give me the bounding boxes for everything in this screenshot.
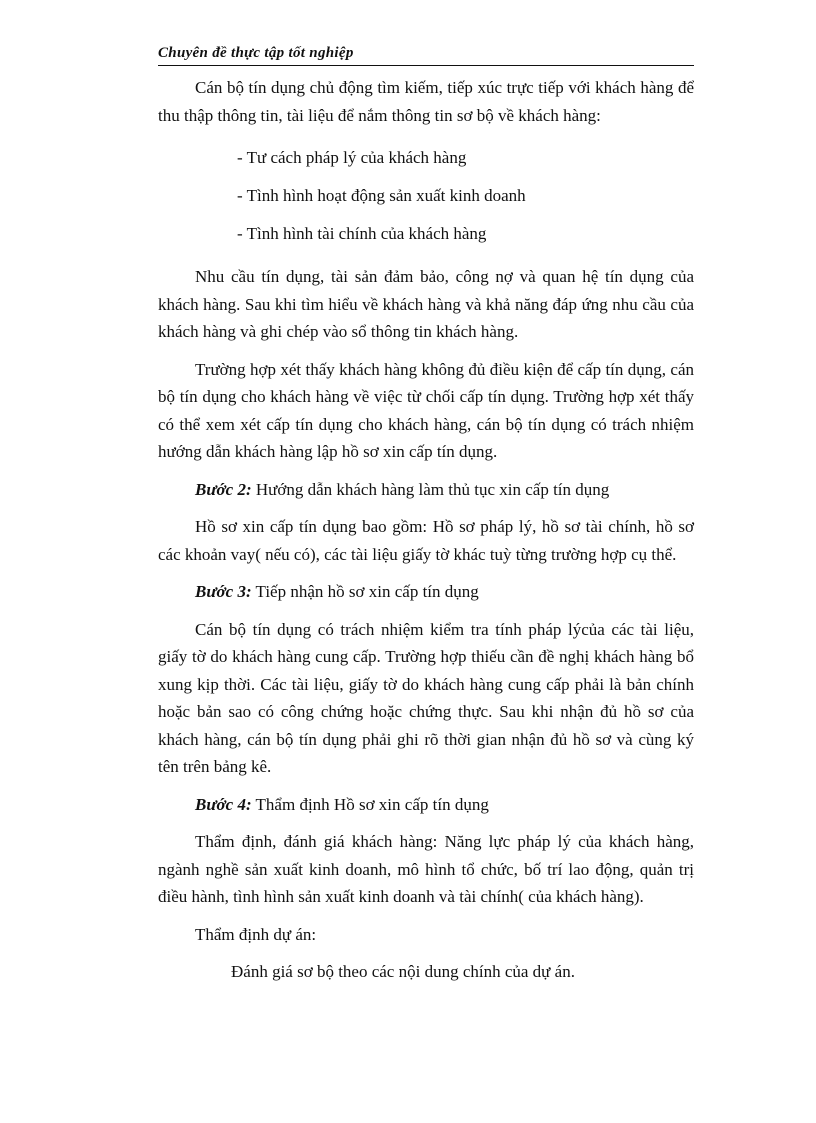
list-item: - Tình hình hoạt động sản xuất kinh doanh xyxy=(237,186,526,205)
header-rule xyxy=(158,65,694,66)
paragraph-eligibility: Trường hợp xét thấy khách hàng không đủ điều kiện để cấp tín dụng, cán bộ tín dụng cho khách hàng về việc từ chối cấp tín dụng. Trường hợp xét thấy có thể xem xét cấp tín dụng cho khách hàng, cán bộ tín dụng có trách nhiệm hướng dẫn khách hàng lập hồ sơ xin cấp tín dụng. xyxy=(158,359,694,461)
step-3-heading xyxy=(158,578,694,606)
list-item: - Tư cách pháp lý của khách hàng xyxy=(237,148,467,167)
step-3-label: Bước 3: xyxy=(195,582,252,601)
paragraph-preliminary-assessment: Đánh giá sơ bộ theo các nội dung chính của dự án. xyxy=(231,962,575,981)
paragraph-intro: Cán bộ tín dụng chủ động tìm kiếm, tiếp xúc trực tiếp với khách hàng để thu thập thông tin, tài liệu để nắm thông tin sơ bộ về khách hàng: xyxy=(158,78,694,125)
step-4-heading xyxy=(158,791,694,819)
step-2-heading xyxy=(158,476,694,504)
step-3-text: Tiếp nhận hồ sơ xin cấp tín dụng xyxy=(251,582,479,601)
paragraph-appraisal: Thẩm định, đánh giá khách hàng: Năng lực pháp lý của khách hàng, ngành nghề sản xuất kinh doanh, mô hình tổ chức, bố trí lao động, quản trị điều hành, tình hình sản xuất kinh doanh và tài chính( của khách hàng). xyxy=(158,832,694,906)
page-header-title: Chuyên đề thực tập tốt nghiệp xyxy=(158,45,354,61)
step-2-text: Hướng dẫn khách hàng làm thủ tục xin cấp tín dụng xyxy=(251,479,610,499)
paragraph-receive-dossier: Cán bộ tín dụng có trách nhiệm kiểm tra tính pháp lýcủa các tài liệu, giấy tờ do khách hàng cung cấp. Trường hợp thiếu cần đề nghị khách hàng bổ xung kịp thời. Các tài liệu, giấy tờ do khách hàng cung cấp phải là bản chính hoặc bản sao có công chứng hoặc chứng thực. Sau khi nhận đủ hồ sơ của khách hàng, cán bộ tín dụng phải ghi rõ thời gian nhận đủ hồ sơ và cùng ký tên trên bảng kê. xyxy=(158,619,694,776)
paragraph-credit-needs: Nhu cầu tín dụng, tài sản đảm bảo, công nợ và quan hệ tín dụng của khách hàng. Sau khi tìm hiểu về khách hàng và khả năng đáp ứng nhu cầu của khách hàng và ghi chép vào sổ thông tin khách hàng. xyxy=(158,267,694,341)
paragraph-dossier: Hồ sơ xin cấp tín dụng bao gồm: Hồ sơ pháp lý, hồ sơ tài chính, hồ sơ các khoản vay( nếu có), các tài liệu giấy tờ khác tuỳ từng trường hợp cụ thể. xyxy=(158,517,694,564)
document-body xyxy=(158,74,694,996)
list-item: - Tình hình tài chính của khách hàng xyxy=(237,224,487,243)
step-2-label: Bước 2: xyxy=(195,479,252,499)
step-4-text: Thẩm định Hồ sơ xin cấp tín dụng xyxy=(251,794,489,814)
info-list xyxy=(158,139,694,253)
step-4-label: Bước 4: xyxy=(195,794,252,814)
paragraph-project-appraisal: Thẩm định dự án: xyxy=(195,924,317,944)
